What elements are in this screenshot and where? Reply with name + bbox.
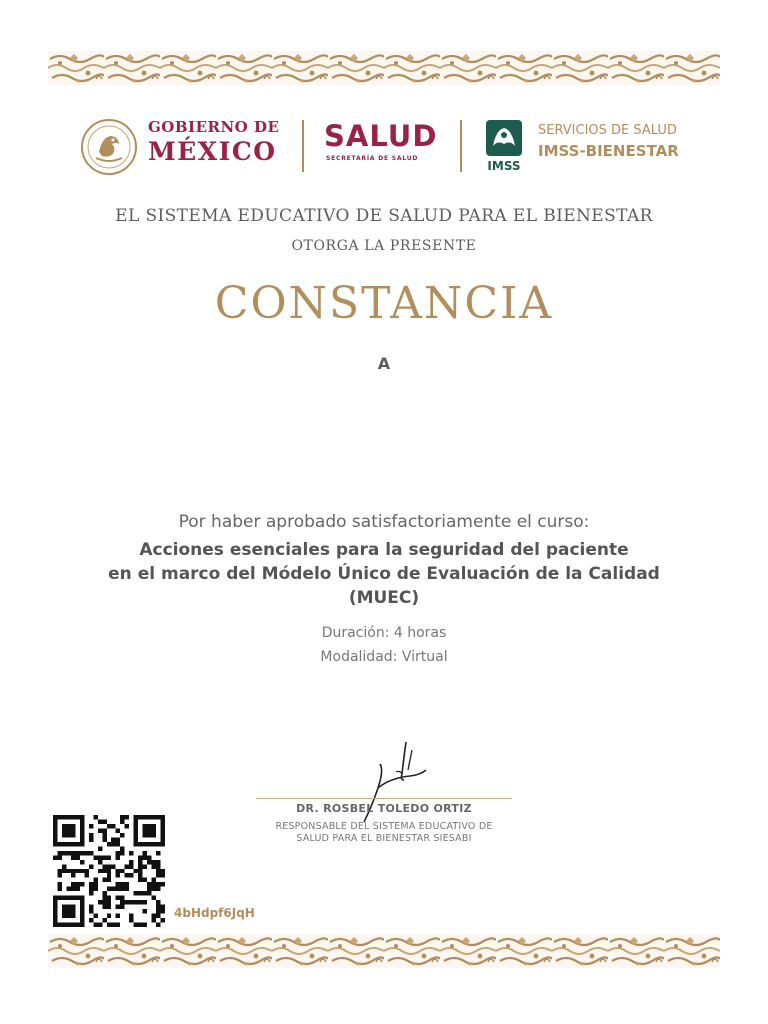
mexican-coat-of-arms-icon <box>80 118 138 176</box>
document-title: CONSTANCIA <box>214 278 554 329</box>
grants-heading: OTORGA LA PRESENTE <box>291 238 477 254</box>
course-duration: Duración: 4 horas <box>321 625 447 641</box>
logo-divider <box>460 120 462 172</box>
imss-eagle-icon <box>484 120 524 172</box>
signatory-name: DR. ROSBEL TOLEDO ORTIZ <box>296 802 472 815</box>
course-line2: en el marco del Módelo Único de Evaluación de la Calidad <box>108 564 660 584</box>
salud-subtitle: SECRETARÍA DE SALUD <box>326 155 419 162</box>
issuer-heading: EL SISTEMA EDUCATIVO DE SALUD PARA EL BIENESTAR <box>115 206 653 226</box>
signature-line <box>256 798 512 799</box>
recipient-prefix: A <box>377 354 391 373</box>
gobierno-line1: GOBIERNO DE <box>148 118 280 136</box>
signatory-role-line1: RESPONSABLE DEL SISTEMA EDUCATIVO DE <box>275 821 493 832</box>
course-line1: Acciones esenciales para la seguridad del paciente <box>139 540 629 560</box>
signatory-role-line2: SALUD PARA EL BIENESTAR SIESABI <box>296 833 472 844</box>
logo-divider <box>302 120 304 172</box>
signatory-role <box>240 821 528 845</box>
header-logos <box>76 112 692 176</box>
qr-code-icon <box>53 815 165 927</box>
decorative-band-bottom <box>48 934 720 968</box>
imss-logo-text: IMSS <box>487 159 521 172</box>
ornament-pattern <box>48 934 720 968</box>
course-line3: (MUEC) <box>348 588 420 608</box>
servicios-line1: SERVICIOS DE SALUD <box>538 123 677 138</box>
course-intro: Por haber aprobado satisfactoriamente el curso: <box>178 512 590 532</box>
servicios-line2: IMSS-BIENESTAR <box>538 142 679 160</box>
course-name <box>0 538 768 610</box>
salud-logo <box>324 119 438 162</box>
decorative-band-top <box>48 51 720 85</box>
gobierno-line2: MÉXICO <box>148 137 277 166</box>
gobierno-de-mexico-logo <box>148 120 279 164</box>
salud-title: SALUD <box>324 119 438 153</box>
imss-bienestar-logo <box>538 124 679 159</box>
course-modality: Modalidad: Virtual <box>320 649 448 665</box>
ornament-pattern <box>48 51 720 85</box>
verification-code: 4bHdpf6JqH <box>174 906 255 920</box>
